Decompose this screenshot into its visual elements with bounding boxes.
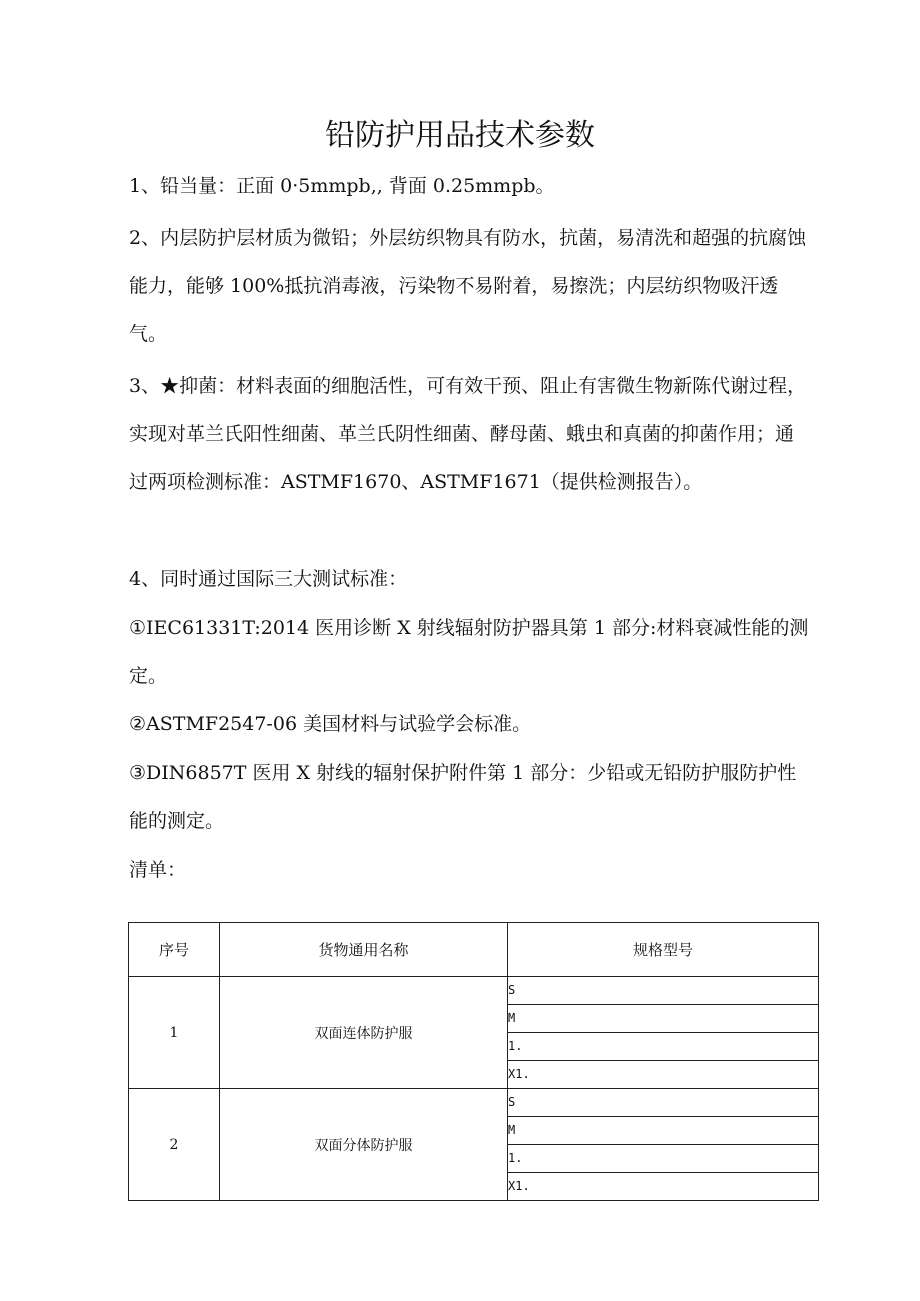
paragraph-list-label: 清单：: [129, 859, 187, 881]
size-cell: X1.: [508, 1173, 819, 1201]
row-goods-name: 双面连体防护服: [220, 977, 508, 1089]
paragraph-lead-equivalent: 1、铅当量：正面 0·5mmpb,, 背面 0.25mmpb。: [129, 175, 555, 197]
table-row: [129, 977, 819, 1005]
paragraph-antibacterial: 3、★抑菌：材料表面的细胞活性，可有效干预、阻止有害微生物新陈代谢过程，实现对革兰氏阳性细菌、革兰氏阴性细菌、酵母菌、蛾虫和真菌的抑菌作用；通过两项检测标准：ASTMF1670、ASTMF1671（提供检测报告）。: [129, 375, 807, 493]
table-header-row: [129, 923, 819, 977]
size-cell: 1.: [508, 1145, 819, 1173]
row-goods-name: 双面分体防护服: [220, 1089, 508, 1201]
table-row: [129, 1089, 819, 1117]
paragraph-material: 2、内层防护层材质为微铅；外层纺织物具有防水，抗菌，易清洗和超强的抗腐蚀能力，能够 100%抵抗消毒液，污染物不易附着，易擦洗；内层纺织物吸汗透气。: [129, 227, 807, 345]
header-seq: 序号: [129, 923, 220, 977]
size-cell: X1.: [508, 1061, 819, 1089]
row-seq: 2: [129, 1089, 220, 1201]
paragraph-standards-intro: 4、同时通过国际三大测试标准：: [129, 568, 408, 590]
size-cell: M: [508, 1117, 819, 1145]
paragraph-standard-iec: ①IEC61331T:2014 医用诊断 X 射线辐射防护器具第 1 部分:材料衰减性能的测定。: [129, 617, 809, 687]
size-cell: 1.: [508, 1033, 819, 1061]
size-cell: S: [508, 1089, 819, 1117]
document-title: 铅防护用品技术参数: [325, 118, 595, 153]
header-goods-name: 货物通用名称: [220, 923, 508, 977]
paragraph-standard-astm: ②ASTMF2547-06 美国材料与试验学会标准。: [129, 713, 532, 735]
paragraph-standard-din: ③DIN6857T 医用 X 射线的辐射保护附件第 1 部分：少铅或无铅防护服防护性能的测定。: [129, 762, 797, 832]
goods-list-table: [128, 922, 819, 1201]
size-cell: M: [508, 1005, 819, 1033]
header-spec-model: 规格型号: [508, 923, 819, 977]
size-cell: S: [508, 977, 819, 1005]
row-seq: 1: [129, 977, 220, 1089]
